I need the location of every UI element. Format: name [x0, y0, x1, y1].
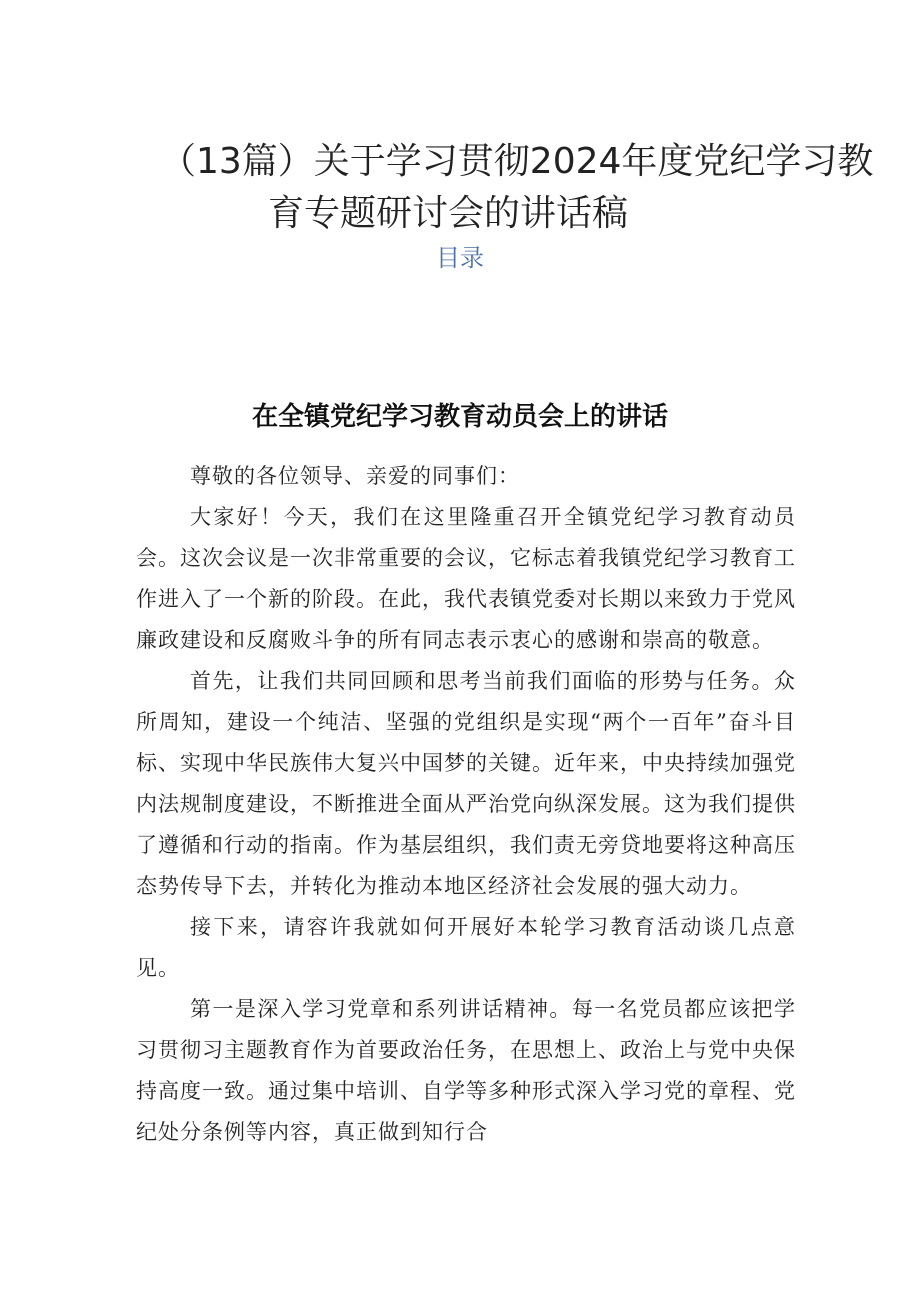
table-of-contents-link[interactable]: 目录 — [436, 244, 484, 272]
body-paragraph: 首先，让我们共同回顾和思考当前我们面临的形势与任务。众所周知，建设一个纯洁、坚强的党组织是实现“两个一百年”奋斗目标、实现中华民族伟大复兴中国梦的关键。近年来，中央持续加强党内法规制度建设，不断推进全面从严治党向纵深发展。这为我们提供了遵循和行动的指南。作为基层组织，我们责无旁贷地要将这种高压态势传导下去，并转化为推动本地区经济社会发展的强大动力。 — [136, 669, 796, 898]
document-title-line-2: 育专题研讨会的讲话稿 — [268, 193, 629, 235]
body-paragraph: 第一是深入学习党章和系列讲话精神。每一名党员都应该把学习贯彻习主题教育作为首要政治任务，在思想上、政治上与党中央保持高度一致。通过集中培训、自学等多种形式深入学习党的章程、党纪处分条例等内容，真正做到知行合 — [136, 997, 796, 1144]
body-paragraph: 接下来，请容许我就如何开展好本轮学习教育活动谈几点意见。 — [136, 915, 796, 980]
salutation-paragraph: 尊敬的各位领导、亲爱的同事们： — [190, 464, 520, 488]
section-title: 在全镇党纪学习教育动员会上的讲话 — [251, 401, 668, 432]
document-title — [130, 136, 874, 240]
speech-body — [136, 456, 796, 1153]
body-paragraph: 大家好！今天，我们在这里隆重召开全镇党纪学习教育动员会。这次会议是一次非常重要的会议，它标志着我镇党纪学习教育工作进入了一个新的阶段。在此，我代表镇党委对长期以来致力于党风廉政建设和反腐败斗争的所有同志表示衷心的感谢和崇高的敬意。 — [136, 505, 796, 652]
document-title-line-1: （13篇）关于学习贯彻2024年度党纪学习教 — [160, 141, 874, 183]
